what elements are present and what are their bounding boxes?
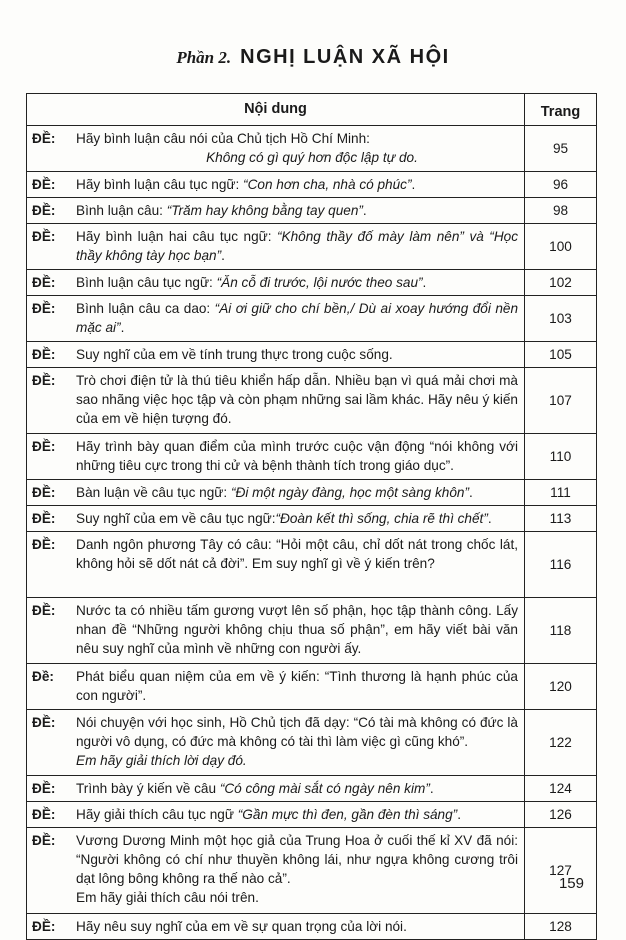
de-label: ĐỀ: xyxy=(32,603,56,618)
page-ref: 110 xyxy=(525,434,597,480)
toc-entry xyxy=(27,828,525,914)
toc-row xyxy=(27,828,597,914)
entry-text-extra: Em hãy giải thích câu nói trên. xyxy=(76,890,259,905)
de-label: ĐỀ: xyxy=(32,537,56,552)
entry-text: Nước ta có nhiều tấm gương vượt lên số phận, học tập thành công. Lấy nhan đề “Những người không chịu thua số phận”, em hãy viết bài văn nêu suy nghĩ của mình về những con người ấy. xyxy=(76,603,518,656)
page-ref: 118 xyxy=(525,598,597,664)
toc-entry xyxy=(27,506,525,532)
de-label: Đề: xyxy=(32,669,54,684)
entry-text: Trình bày ý kiến về câu xyxy=(76,781,220,796)
entry-text: Vương Dương Minh một học giả của Trung Hoa ở cuối thế kỉ XV đã nói: “Người không có chí như thuyền không lái, như ngựa không cương trôi dạt lông bông không ra thế nào cả”. xyxy=(76,833,518,886)
de-label: ĐỀ: xyxy=(32,485,56,500)
de-label: ĐỀ: xyxy=(32,715,56,730)
toc-entry xyxy=(27,532,525,598)
entry-text: Bàn luận về câu tục ngữ: xyxy=(76,485,231,500)
entry-quote: Em hãy giải thích lời dạy đó. xyxy=(76,753,247,768)
de-label: ĐỀ: xyxy=(32,301,56,316)
de-label: ĐỀ: xyxy=(32,347,56,362)
toc-entry xyxy=(27,776,525,802)
entry-quote: “Có công mài sắt có ngày nên kim” xyxy=(219,781,430,796)
toc-entry xyxy=(27,224,525,270)
entry-text: Suy nghĩ của em về câu tục ngữ: xyxy=(76,511,276,526)
page-ref: 128 xyxy=(525,914,597,940)
toc-entry xyxy=(27,368,525,434)
page-ref: 124 xyxy=(525,776,597,802)
toc-row xyxy=(27,434,597,480)
toc-row xyxy=(27,296,597,342)
entry-text: Hãy bình luận câu nói của Chủ tịch Hồ Chí Minh: xyxy=(76,131,370,146)
entry-text: Danh ngôn phương Tây có câu: “Hỏi một câu, chỉ dốt nát trong chốc lát, không hỏi sẽ dốt nát cả đời”. Em suy nghĩ gì về ý kiến trên? xyxy=(76,537,518,571)
de-label: ĐỀ: xyxy=(32,177,56,192)
de-label: ĐỀ: xyxy=(32,203,56,218)
content-column-header: Nội dung xyxy=(27,94,525,126)
entry-quote: Không có gì quý hơn độc lập tự do. xyxy=(206,150,418,165)
entry-quote: “Gần mực thì đen, gần đèn thì sáng” xyxy=(237,807,458,822)
page-ref: 98 xyxy=(525,198,597,224)
entry-text: Hãy giải thích câu tục ngữ xyxy=(76,807,238,822)
toc-row xyxy=(27,664,597,710)
entry-text: Hãy nêu suy nghĩ của em về sự quan trọng của lời nói. xyxy=(76,919,407,934)
toc-entry xyxy=(27,198,525,224)
toc-row xyxy=(27,198,597,224)
entry-text-end: . xyxy=(457,807,461,822)
page-ref: 120 xyxy=(525,664,597,710)
page-ref: 116 xyxy=(525,532,597,598)
de-label: ĐỀ: xyxy=(32,807,56,822)
page-ref: 113 xyxy=(525,506,597,532)
de-label: ĐỀ: xyxy=(32,919,56,934)
entry-text-end: . xyxy=(120,320,125,335)
toc-entry xyxy=(27,480,525,506)
entry-text-end: . xyxy=(487,511,492,526)
toc-entry xyxy=(27,710,525,776)
section-header xyxy=(0,46,626,69)
toc-entry xyxy=(27,802,525,828)
entry-text: Trò chơi điện tử là thú tiêu khiển hấp dẫn. Nhiều bạn vì quá mải chơi mà sao nhãng việc học tập và còn phạm những sai lầm khác. Hãy nêu ý kiến của em về hiện tượng đó. xyxy=(76,373,518,426)
de-label: ĐỀ: xyxy=(32,131,56,146)
de-label: ĐỀ: xyxy=(32,511,56,526)
page-ref: 126 xyxy=(525,802,597,828)
page-ref: 111 xyxy=(525,480,597,506)
toc-row xyxy=(27,532,597,598)
toc-table xyxy=(26,93,597,940)
toc-entry xyxy=(27,126,525,172)
toc-row xyxy=(27,776,597,802)
toc-entry xyxy=(27,270,525,296)
entry-text: Hãy bình luận câu tục ngữ: xyxy=(76,177,244,192)
page-ref: 102 xyxy=(525,270,597,296)
section-title: NGHỊ LUẬN XÃ HỘI xyxy=(240,46,450,68)
toc-entry xyxy=(27,172,525,198)
entry-text: Phát biểu quan niệm của em về ý kiến: “Tình thương là hạnh phúc của con người”. xyxy=(76,669,518,703)
entry-text-end: . xyxy=(411,177,416,192)
entry-text: Hãy bình luận hai câu tục ngữ: xyxy=(76,229,278,244)
toc-row xyxy=(27,506,597,532)
page-column-header: Trang xyxy=(525,94,597,126)
de-label: ĐỀ: xyxy=(32,781,56,796)
toc-row xyxy=(27,480,597,506)
page-ref: 100 xyxy=(525,224,597,270)
toc-entry xyxy=(27,914,525,940)
entry-text-end: . xyxy=(429,781,434,796)
part-label: Phần 2. xyxy=(176,48,232,67)
de-label: ĐỀ: xyxy=(32,373,56,388)
entry-text-end: . xyxy=(469,485,473,500)
page-ref: 96 xyxy=(525,172,597,198)
entry-text-end: . xyxy=(362,203,367,218)
entry-text: Bình luận câu tục ngữ: xyxy=(76,275,217,290)
entry-text-end: . xyxy=(422,275,427,290)
de-label: ĐỀ: xyxy=(32,275,56,290)
de-label: ĐỀ: xyxy=(32,833,56,848)
toc-row xyxy=(27,598,597,664)
toc-entry xyxy=(27,342,525,368)
page-number: 159 xyxy=(558,875,584,892)
entry-quote: “Đoàn kết thì sống, chia rẽ thì chết” xyxy=(275,511,488,526)
toc-row xyxy=(27,270,597,296)
de-label: ĐỀ: xyxy=(32,439,56,454)
entry-text: Bình luận câu ca dao: xyxy=(76,301,215,316)
toc-entry xyxy=(27,664,525,710)
page-ref: 107 xyxy=(525,368,597,434)
entry-quote: “Đi một ngày đàng, học một sàng khôn” xyxy=(230,485,469,500)
entry-quote: “Ai ơi giữ cho chí bền,/ Dù ai xoay hướng đổi nền mặc ai” xyxy=(76,301,518,335)
entry-text: Suy nghĩ của em về tính trung thực trong cuộc sống. xyxy=(76,347,393,362)
entry-text: Hãy trình bày quan điểm của mình trước cuộc vận động “nói không với những tiêu cực trong thi cử và bệnh thành tích trong giáo dục”. xyxy=(76,439,518,473)
entry-quote: “Trăm hay không bằng tay quen” xyxy=(166,203,363,218)
entry-quote: “Ăn cỗ đi trước, lội nước theo sau” xyxy=(216,275,423,290)
page-ref: 122 xyxy=(525,710,597,776)
toc-row xyxy=(27,802,597,828)
entry-text: Bình luận câu: xyxy=(76,203,167,218)
toc-row xyxy=(27,224,597,270)
toc-row xyxy=(27,710,597,776)
toc-entry xyxy=(27,296,525,342)
page-ref: 95 xyxy=(525,126,597,172)
page-ref: 103 xyxy=(525,296,597,342)
toc-entry xyxy=(27,434,525,480)
toc-row xyxy=(27,914,597,940)
entry-quote: “Không thầy đố mày làm nên” và “Học thầy không tày học bạn” xyxy=(76,229,518,263)
toc-row xyxy=(27,342,597,368)
toc-entry xyxy=(27,598,525,664)
page-ref: 127 xyxy=(525,828,597,914)
entry-quote: “Con hơn cha, nhà có phúc” xyxy=(243,177,412,192)
toc-row xyxy=(27,172,597,198)
toc-header-row xyxy=(27,94,597,126)
de-label: ĐỀ: xyxy=(32,229,56,244)
toc-row xyxy=(27,126,597,172)
entry-text: Nói chuyện với học sinh, Hồ Chủ tịch đã dạy: “Có tài mà không có đức là người vô dụng, có đức mà không có tài thì làm việc gì cũng khó”. xyxy=(76,715,518,749)
entry-text-end: . xyxy=(221,248,225,263)
page-ref: 105 xyxy=(525,342,597,368)
toc-row xyxy=(27,368,597,434)
